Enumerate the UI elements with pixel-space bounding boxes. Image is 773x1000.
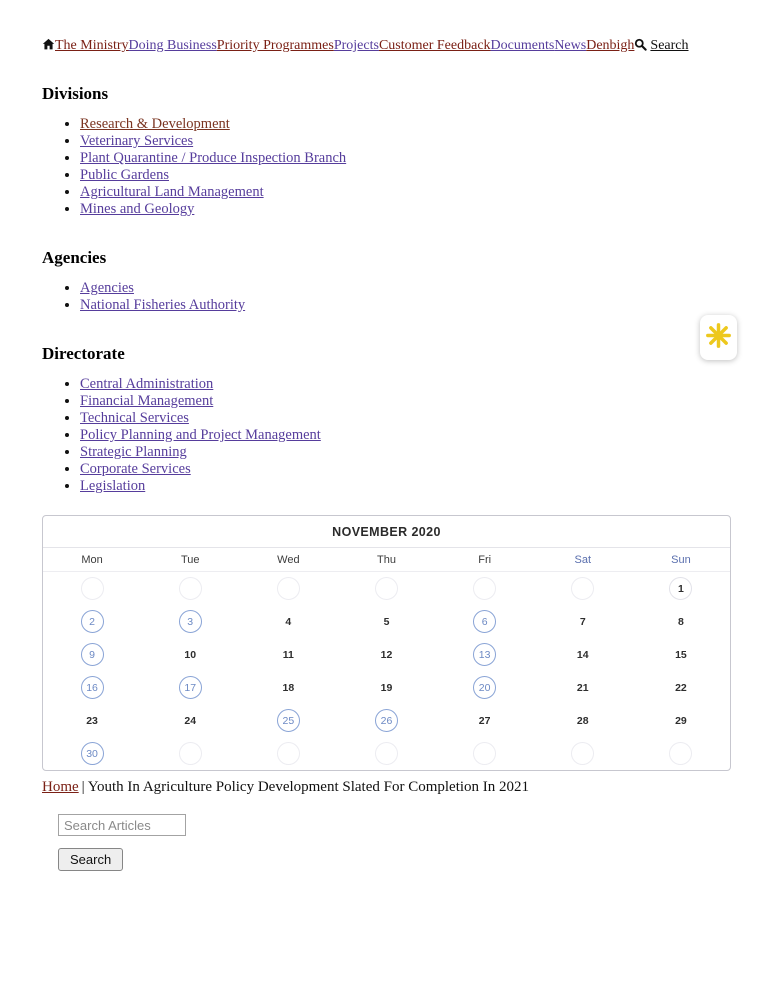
section-divisions: [42, 84, 731, 218]
day-number: 5: [383, 615, 390, 628]
calendar-day-cell: [239, 671, 337, 704]
division-link[interactable]: Mines and Geology: [80, 201, 195, 217]
calendar-day-cell[interactable]: [436, 605, 534, 638]
calendar-day-cell[interactable]: [436, 671, 534, 704]
list-item: [80, 444, 731, 461]
day-number: 2: [81, 610, 104, 633]
calendar-day-cell: [436, 572, 534, 605]
calendar-day-cell: [632, 671, 730, 704]
day-number: [81, 577, 104, 600]
division-link[interactable]: Public Gardens: [80, 167, 169, 183]
day-number: 18: [282, 681, 295, 694]
day-number: 24: [184, 714, 197, 727]
list-item: [80, 410, 731, 427]
calendar-day-cell: [632, 737, 730, 770]
nav-search-label: Search: [650, 38, 689, 53]
nav-link[interactable]: Customer Feedback: [378, 38, 491, 53]
day-number: 13: [473, 643, 496, 666]
calendar-day-cell[interactable]: [43, 671, 141, 704]
directorate-link[interactable]: Financial Management: [80, 393, 214, 409]
day-number: 14: [576, 648, 589, 661]
directorate-link[interactable]: Corporate Services: [80, 461, 191, 477]
calendar-day-cell: [239, 572, 337, 605]
day-number: 6: [473, 610, 496, 633]
day-number: 22: [675, 681, 687, 694]
section-title: Agencies: [42, 248, 107, 267]
list-item: [80, 478, 731, 495]
calendar-day-cell: [337, 638, 435, 671]
calendar-day-cell: [337, 572, 435, 605]
day-number: 21: [576, 681, 589, 694]
calendar-week: [43, 737, 730, 770]
nav-link[interactable]: Doing Business: [128, 38, 217, 53]
list-item: [80, 150, 731, 167]
day-number: 12: [380, 648, 393, 661]
division-link[interactable]: Agricultural Land Management: [80, 184, 264, 200]
day-header: Wed: [277, 554, 300, 566]
calendar-day-cell: [436, 704, 534, 737]
list-item: [80, 167, 731, 184]
day-number: 29: [675, 714, 687, 727]
nav-link[interactable]: Projects: [333, 38, 379, 53]
list-item: [80, 280, 731, 297]
day-number: [669, 742, 692, 765]
directorate-link-list: [42, 376, 731, 495]
day-number: 28: [576, 714, 589, 727]
day-header: Thu: [377, 554, 396, 566]
day-number: 19: [380, 681, 393, 694]
directorate-link[interactable]: Technical Services: [80, 410, 189, 426]
list-item: [80, 133, 731, 150]
day-number: [571, 742, 594, 765]
calendar-month-title: NOVEMBER 2020: [43, 516, 730, 548]
day-number: 16: [81, 676, 104, 699]
section-title: Divisions: [42, 84, 109, 103]
calendar-day-cell[interactable]: [337, 704, 435, 737]
day-number: 30: [81, 742, 104, 765]
calendar-day-cell: [141, 638, 239, 671]
calendar-day-cell: [337, 671, 435, 704]
day-header: Tue: [180, 554, 200, 566]
breadcrumb: [42, 779, 731, 796]
section-title: Directorate: [42, 344, 125, 363]
calendar-day-cell: [337, 605, 435, 638]
day-number: [375, 577, 398, 600]
day-number: 7: [579, 615, 586, 628]
agency-link[interactable]: Agencies: [80, 280, 134, 296]
division-link[interactable]: Plant Quarantine / Produce Inspection Branch: [80, 150, 347, 166]
day-number: [571, 577, 594, 600]
calendar-week: [43, 572, 730, 605]
list-item: [80, 184, 731, 201]
calendar-week: [43, 704, 730, 737]
day-number: 4: [285, 615, 292, 628]
section-directorate: [42, 344, 731, 495]
calendar-day-cell: [436, 737, 534, 770]
day-number: [179, 577, 202, 600]
accessibility-widget-button[interactable]: [700, 315, 737, 360]
day-number: 26: [375, 709, 398, 732]
calendar-day-cell[interactable]: [239, 704, 337, 737]
article-search-form: [58, 814, 731, 871]
nav-link[interactable]: News: [554, 38, 587, 53]
search-articles-input[interactable]: [58, 814, 186, 836]
day-number: 3: [179, 610, 202, 633]
day-number: 9: [81, 643, 104, 666]
divisions-link-list: [42, 116, 731, 218]
day-header: Fri: [478, 554, 492, 566]
list-item: [80, 376, 731, 393]
calendar-day-cell: [632, 605, 730, 638]
calendar-day-cell: [141, 704, 239, 737]
calendar-day-cell: [141, 572, 239, 605]
accessibility-burst-icon: [705, 322, 732, 354]
calendar-day-cell: [534, 671, 632, 704]
list-item: [80, 116, 731, 133]
agency-link[interactable]: National Fisheries Authority: [80, 297, 246, 313]
day-number: 1: [669, 577, 692, 600]
calendar-day-cell: [632, 704, 730, 737]
calendar-day-cell: [632, 572, 730, 605]
day-header: Sun: [671, 554, 691, 566]
day-number: [473, 577, 496, 600]
calendar-day-cell: [239, 605, 337, 638]
calendar-day-cell: [239, 737, 337, 770]
day-number: [375, 742, 398, 765]
nav-link[interactable]: Priority Programmes: [216, 38, 334, 53]
calendar-day-cell: [534, 572, 632, 605]
list-item: [80, 393, 731, 410]
calendar-day-cell[interactable]: [43, 605, 141, 638]
day-number: 15: [675, 648, 687, 661]
day-number: 10: [184, 648, 197, 661]
day-number: [277, 577, 300, 600]
calendar-day-cell[interactable]: [436, 638, 534, 671]
home-breadcrumb-link[interactable]: Home: [42, 779, 79, 795]
calendar-day-cell[interactable]: [43, 638, 141, 671]
nav-link[interactable]: Documents: [490, 38, 555, 53]
calendar-day-cell: [239, 638, 337, 671]
events-calendar: [42, 515, 731, 771]
list-item: [80, 427, 731, 444]
home-link[interactable]: [42, 38, 55, 53]
day-number: 25: [277, 709, 300, 732]
section-agencies: [42, 248, 731, 314]
nav-links: [55, 38, 634, 53]
directorate-link[interactable]: Legislation: [80, 478, 146, 494]
calendar-day-cell: [337, 737, 435, 770]
calendar-week: [43, 638, 730, 671]
list-item: [80, 461, 731, 478]
nav-search-link[interactable]: [634, 38, 688, 53]
list-item: [80, 201, 731, 218]
division-link[interactable]: Research & Development: [80, 116, 230, 132]
day-header: Sat: [574, 554, 592, 566]
day-number: [473, 742, 496, 765]
calendar-day-cell: [534, 737, 632, 770]
calendar-day-cell[interactable]: [141, 605, 239, 638]
day-number: 20: [473, 676, 496, 699]
directorate-link[interactable]: Central Administration: [80, 376, 214, 392]
day-number: 11: [282, 648, 294, 661]
day-number: [277, 742, 300, 765]
home-icon: [42, 38, 55, 53]
day-number: 8: [678, 615, 684, 628]
list-item: [80, 297, 731, 314]
calendar-day-cell: [43, 704, 141, 737]
nav-link[interactable]: Denbigh: [586, 38, 635, 53]
calendar-day-cell: [534, 638, 632, 671]
day-number: [179, 742, 202, 765]
breadcrumb-separator: |: [81, 779, 85, 795]
calendar-day-cell[interactable]: [43, 737, 141, 770]
calendar-day-cell: [141, 737, 239, 770]
calendar-day-headers: [43, 548, 730, 572]
calendar-day-cell: [534, 704, 632, 737]
calendar-day-cell: [534, 605, 632, 638]
day-header: Mon: [81, 554, 103, 566]
agencies-link-list: [42, 280, 731, 314]
calendar-day-cell: [43, 572, 141, 605]
search-button[interactable]: Search: [58, 848, 123, 871]
article-title: Youth In Agriculture Policy Development Slated For Completion In 2021: [87, 779, 530, 795]
day-number: 27: [478, 714, 491, 727]
search-icon: [634, 38, 647, 53]
main-nav: [42, 38, 731, 54]
directorate-link[interactable]: Policy Planning and Project Management: [80, 427, 321, 443]
day-number: 17: [179, 676, 202, 699]
calendar-day-cell: [632, 638, 730, 671]
calendar-day-cell[interactable]: [141, 671, 239, 704]
day-number: 23: [86, 714, 98, 727]
nav-link[interactable]: The Ministry: [55, 38, 129, 53]
division-link[interactable]: Veterinary Services: [80, 133, 194, 149]
calendar-week: [43, 671, 730, 704]
directorate-link[interactable]: Strategic Planning: [80, 444, 187, 460]
calendar-week: [43, 605, 730, 638]
